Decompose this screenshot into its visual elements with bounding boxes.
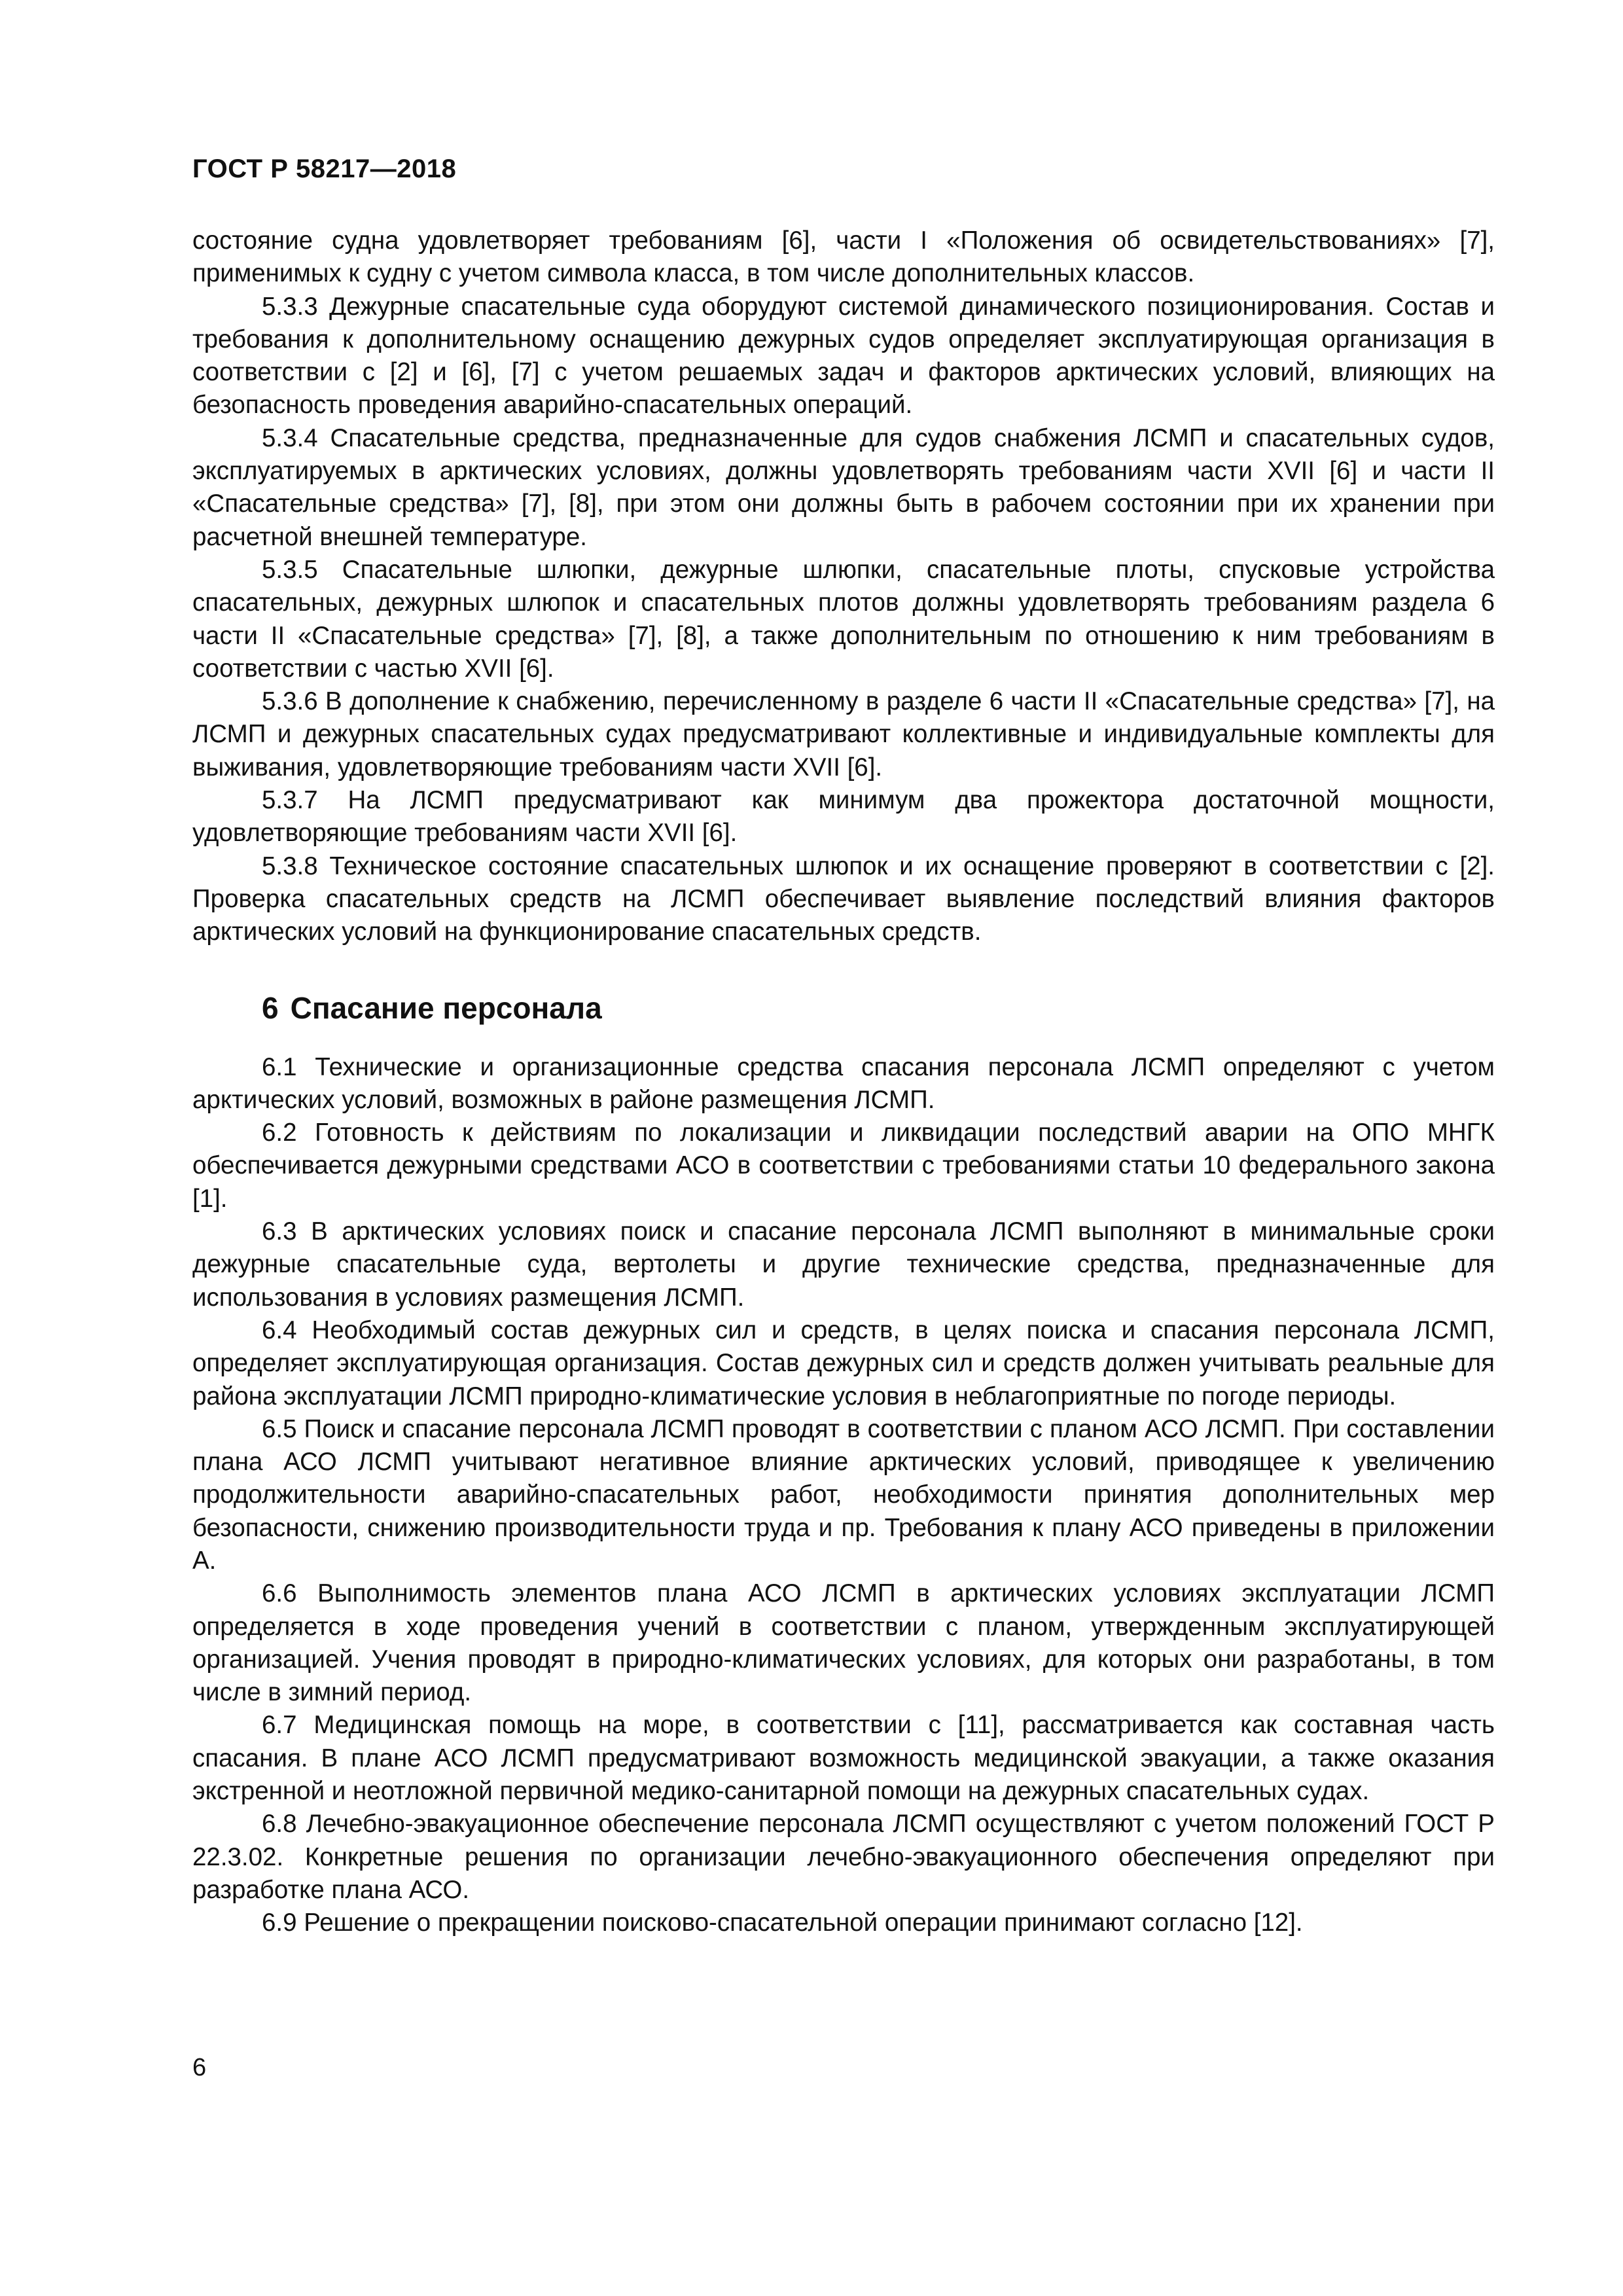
paragraph-6-1: 6.1 Технические и организационные средства спасания персонала ЛСМП определяют с учетом арктических условий, возможных в районе размещения ЛСМП. (192, 1052, 1495, 1114)
paragraph-6-9: 6.9 Решение о прекращении поисково-спасательной операции принимают согласно [12]. (262, 1909, 1303, 1937)
paragraph-5-3-5: 5.3.5 Спасательные шлюпки, дежурные шлюпки, спасательные плоты, спусковые устройства спасательных, дежурных шлюпок и спасательных плотов должны удовлетворять требованиям раздела 6 части II «Спасательные средства» [7], [8], а также дополнительным по отношению к ним требованиям в соответствии с частью XVII [6]. (192, 555, 1495, 683)
paragraph-6-7: 6.7 Медицинская помощь на море, в соответствии с [11], рассматривается как составная часть спасания. В плане АСО ЛСМП предусматривают возможность медицинской эвакуации, а также оказания экстренной и неотложной первичной медико-санитарной помощи на дежурных спасательных судах. (192, 1711, 1495, 1806)
document-body (192, 224, 1495, 1940)
paragraph-5-3-6: 5.3.6 В дополнение к снабжению, перечисленному в разделе 6 части II «Спасательные средства» [7], на ЛСМП и дежурных спасательных судах предусматривают коллективные и индивидуальные комплекты для выживания, удовлетворяющие требованиям части XVII [6]. (192, 687, 1495, 781)
paragraph-5-3-7: 5.3.7 На ЛСМП предусматривают как минимум два прожектора достаточной мощности, удовлетворяющие требованиям части XVII [6]. (192, 786, 1495, 848)
page-number: 6 (192, 2054, 207, 2081)
paragraph-5-3-3: 5.3.3 Дежурные спасательные суда оборудуют системой динамического позиционирования. Состав и требования к дополнительному оснащению дежурных судов определяет эксплуатирующая организация в соответствии с [2] и [6], [7] с учетом решаемых задач и факторов арктических условий, влияющих на безопасность проведения аварийно-спасательных операций. (192, 292, 1495, 420)
document-header-id: ГОСТ Р 58217—2018 (192, 154, 457, 183)
paragraph-5-3-4: 5.3.4 Спасательные средства, предназначенные для судов снабжения ЛСМП и спасательных судов, эксплуатируемых в арктических условиях, должны удовлетворять требованиям части XVII [6] и части II «Спасательные средства» [7], [8], при этом они должны быть в рабочем состоянии при их хранении при расчетной внешней температуре. (192, 423, 1495, 551)
paragraph-6-3: 6.3 В арктических условиях поиск и спасание персонала ЛСМП выполняют в минимальные сроки дежурные спасательные суда, вертолеты и другие технические средства, предназначенные для использования в условиях размещения ЛСМП. (192, 1217, 1495, 1312)
paragraph-6-5: 6.5 Поиск и спасание персонала ЛСМП проводят в соответствии с планом АСО ЛСМП. При составлении плана АСО ЛСМП учитывают негативное влияние арктических условий, приводящее к увеличению продолжительности аварийно-спасательных работ, необходимости принятия дополнительных мер безопасности, снижению производительности труда и пр. Требования к плану АСО приведены в приложении А. (192, 1414, 1495, 1575)
section-heading (192, 949, 1495, 1051)
paragraph-continuation: состояние судна удовлетворяет требованиям [6], части I «Положения об освидетельствованиях» [7], применимых к судну с учетом символа класса, в том числе дополнительных классов. (192, 226, 1495, 288)
paragraph-6-6: 6.6 Выполнимость элементов плана АСО ЛСМП в арктических условиях эксплуатации ЛСМП определяется в ходе проведения учений в соответствии с планом, утвержденным эксплуатирующей организацией. Учения проводят в природно-климатических условиях, для которых они разработаны, в том числе в зимний период. (192, 1579, 1495, 1707)
paragraph-5-3-8: 5.3.8 Техническое состояние спасательных шлюпок и их оснащение проверяют в соответствии с [2]. Проверка спасательных средств на ЛСМП обеспечивает выявление последствий влияния факторов арктических условий на функционирование спасательных средств. (192, 852, 1495, 946)
paragraph-6-8: 6.8 Лечебно-эвакуационное обеспечение персонала ЛСМП осуществляют с учетом положений ГОСТ Р 22.3.02. Конкретные решения по организации лечебно-эвакуационного обеспечения определяют при разработке плана АСО. (192, 1810, 1495, 1904)
paragraph-6-2: 6.2 Готовность к действиям по локализации и ликвидации последствий аварии на ОПО МНГК обеспечивается дежурными средствами АСО в соответствии с требованиями статьи 10 федерального закона [1]. (192, 1119, 1495, 1213)
section-title: Спасание персонала (290, 990, 602, 1025)
paragraph-6-4: 6.4 Необходимый состав дежурных сил и средств, в целях поиска и спасания персонала ЛСМП, определяет эксплуатирующая организация. Состав дежурных сил и средств должен учитывать реальные для района эксплуатации ЛСМП природно-климатические условия в неблагоприятные по погоде периоды. (192, 1316, 1495, 1410)
section-number: 6 (262, 990, 279, 1025)
